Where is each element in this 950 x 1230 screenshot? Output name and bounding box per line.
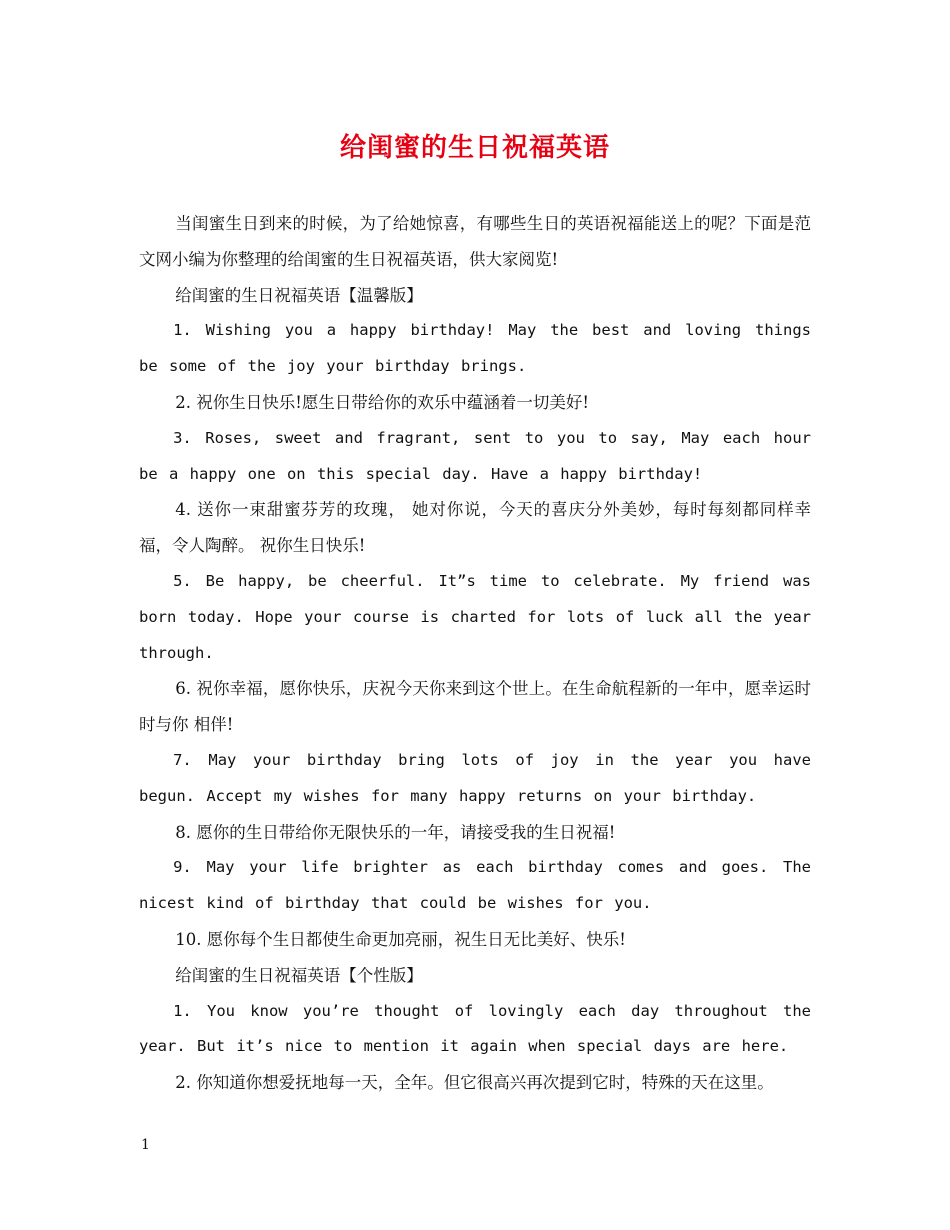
paragraph-wish-6-zh: 6. 祝你幸福，愿你快乐，庆祝今天你来到这个世上。在生命航程新的一年中，愿幸运时时与你 相伴! [139, 679, 811, 735]
paragraph-wish-1-en: 1. Wishing you a happy birthday! May the best and loving things be some of the joy your birthday brings. [139, 321, 811, 376]
paragraph-personal-1-en: 1. You know you’re thought of lovingly each day throughout the year. But it’s nice to mention it again when special days are here. [139, 1001, 811, 1056]
paragraph-wish-4-zh: 4. 送你一束甜蜜芬芳的玫瑰， 她对你说，今天的喜庆分外美妙，每时每刻都同样幸福，令人陶醉。 祝你生日快乐! [139, 500, 811, 556]
section-heading-personal: 给闺蜜的生日祝福英语【个性版】 [175, 965, 423, 985]
paragraph-wish-3-en: 3. Roses, sweet and fragrant, sent to you to say, May each hour be a happy one on this special day. Have a happy birthday! [139, 428, 811, 483]
paragraph-wish-2-zh: 2. 祝你生日快乐!愿生日带给你的欢乐中蕴涵着一切美好! [175, 392, 590, 412]
paragraph-wish-9-en: 9. May your life brighter as each birthday comes and goes. The nicest kind of birthday that could be wishes for you. [139, 858, 811, 913]
paragraph-wish-10-zh: 10. 愿你每个生日都使生命更加亮丽，祝生日无比美好、快乐! [175, 929, 626, 949]
paragraph-wish-8-zh: 8. 愿你的生日带给你无限快乐的一年，请接受我的生日祝福! [175, 822, 616, 842]
document-body [139, 206, 811, 1101]
paragraph-intro: 当闺蜜生日到来的时候，为了给她惊喜，有哪些生日的英语祝福能送上的呢？下面是范文网小编为你整理的给闺蜜的生日祝福英语，供大家阅览! [139, 214, 811, 269]
section-heading-warm: 给闺蜜的生日祝福英语【温馨版】 [175, 285, 423, 305]
page-number: 1 [141, 1137, 150, 1153]
paragraph-wish-7-en: 7. May your birthday bring lots of joy in the year you have begun. Accept my wishes for many happy returns on your birthday. [139, 750, 811, 805]
paragraph-wish-5-en: 5. Be happy, be cheerful. It”s time to celebrate. My friend was born today. Hope your course is charted for lots of luck all the year through. [139, 571, 811, 662]
paragraph-personal-2-zh: 2. 你知道你想爱抚地每一天，全年。但它很高兴再次提到它时，特殊的天在这里。 [175, 1073, 774, 1093]
document-title: 给闺蜜的生日祝福英语 [339, 133, 610, 163]
